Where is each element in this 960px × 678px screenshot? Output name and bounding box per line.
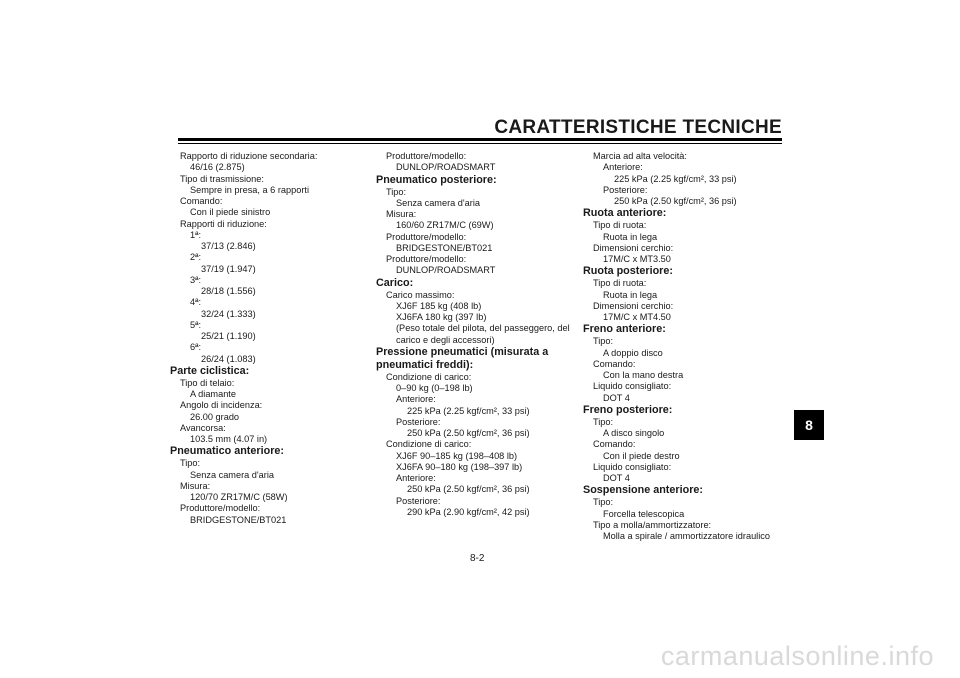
spec-label: Rapporto di riduzione secondaria:: [180, 151, 318, 161]
section-heading: Sospensione anteriore:: [583, 484, 703, 497]
section-heading: Carico:: [376, 276, 414, 289]
spec-label: Dimensioni cerchio:: [593, 242, 674, 253]
spec-column-2: [376, 151, 586, 518]
spec-value: Anteriore:: [396, 473, 436, 483]
spec-value: Con la mano destra: [603, 370, 684, 380]
spec-label: Tipo di ruota:: [593, 220, 647, 231]
spec-value: 4ª:: [190, 297, 202, 308]
spec-label: Produttore/modello:: [386, 254, 467, 264]
spec-value: 160/60 ZR17M/C (69W): [396, 220, 494, 231]
spec-value: 37/13 (2.846): [201, 241, 256, 251]
spec-value: 25/21 (1.190): [201, 331, 256, 341]
spec-value: 26.00 grado: [190, 411, 240, 422]
spec-value: A doppio disco: [603, 347, 663, 358]
spec-value: Anteriore:: [603, 162, 643, 173]
spec-label: Rapporti di riduzione:: [180, 218, 267, 229]
spec-value: 225 kPa (2.25 kgf/cm², 33 psi): [614, 173, 737, 184]
section-heading: Pneumatico anteriore:: [170, 445, 284, 458]
spec-value: 28/18 (1.556): [201, 286, 256, 296]
spec-column-3: [583, 151, 793, 542]
spec-value: Ruota in lega: [603, 231, 658, 242]
spec-value: (Peso totale del pilota, del passeggero, del carico e degli accessori): [396, 323, 570, 345]
section-heading: Freno posteriore:: [583, 403, 673, 416]
section-heading: Pneumatico posteriore:: [376, 173, 497, 186]
section-heading: Ruota posteriore:: [583, 265, 673, 278]
spec-label: Liquido consigliato:: [593, 381, 672, 392]
page-number: 8-2: [470, 553, 485, 564]
spec-label: Tipo di trasmissione:: [180, 173, 264, 184]
spec-label: Produttore/modello:: [386, 231, 467, 242]
spec-label: Misura:: [386, 209, 417, 219]
spec-label: Avancorsa:: [180, 422, 226, 433]
spec-value: 1ª:: [190, 229, 202, 240]
spec-value: 290 kPa (2.90 kgf/cm², 42 psi): [407, 506, 530, 517]
spec-value: DUNLOP/ROADSMART: [396, 265, 496, 276]
spec-value: BRIDGESTONE/BT021: [396, 242, 493, 253]
spec-value: 32/24 (1.333): [201, 308, 256, 319]
spec-value: XJ6FA 90–180 kg (198–397 lb): [396, 461, 523, 472]
spec-value: Molla a spirale / ammortizzatore idraulico: [603, 531, 770, 541]
spec-label: Tipo:: [593, 336, 614, 347]
spec-value: 2ª:: [190, 252, 202, 263]
spec-label: Tipo:: [593, 497, 614, 508]
spec-value: A diamante: [190, 389, 236, 399]
spec-column-1: [170, 151, 380, 526]
spec-value: 17M/C x MT3.50: [603, 254, 671, 264]
spec-value: Con il piede sinistro: [190, 207, 271, 218]
spec-value: 225 kPa (2.25 kgf/cm², 33 psi): [407, 405, 530, 416]
spec-value: Con il piede destro: [603, 450, 680, 461]
spec-label: Produttore/modello:: [386, 151, 467, 161]
header-rule-thick: [178, 138, 782, 141]
spec-value: Sempre in presa, a 6 rapporti: [190, 184, 309, 195]
spec-value: DOT 4: [603, 473, 630, 483]
spec-label: Dimensioni cerchio:: [593, 300, 674, 311]
spec-value: BRIDGESTONE/BT021: [190, 514, 287, 525]
spec-value: 3ª:: [190, 274, 202, 285]
section-heading: Ruota anteriore:: [583, 207, 667, 220]
spec-label: Tipo:: [180, 458, 201, 469]
spec-label: Comando:: [180, 196, 223, 206]
spec-value: Ruota in lega: [603, 289, 658, 300]
spec-value: Anteriore:: [396, 394, 436, 405]
spec-value: 250 kPa (2.50 kgf/cm², 36 psi): [614, 196, 737, 206]
page-title: CARATTERISTICHE TECNICHE: [494, 117, 782, 138]
spec-value: A disco singolo: [603, 428, 665, 438]
chapter-tab: 8: [794, 410, 824, 440]
spec-value: Posteriore:: [603, 184, 648, 195]
spec-label: Tipo a molla/ammortizzatore:: [593, 519, 712, 530]
header-rule-thin: [178, 143, 782, 144]
spec-label: Comando:: [593, 358, 636, 369]
spec-label: Liquido consigliato:: [593, 461, 672, 472]
spec-label: Condizione di carico:: [386, 371, 472, 382]
spec-value: Senza camera d'aria: [396, 197, 480, 208]
spec-label: Tipo di telaio:: [180, 377, 235, 388]
spec-value: Forcella telescopica: [603, 508, 685, 519]
spec-value: 250 kPa (2.50 kgf/cm², 36 psi): [407, 428, 530, 438]
spec-value: XJ6F 185 kg (408 lb): [396, 300, 482, 311]
spec-value: XJ6F 90–185 kg (198–408 lb): [396, 450, 518, 461]
spec-value: Senza camera d'aria: [190, 469, 274, 480]
spec-label: Tipo di ruota:: [593, 278, 647, 289]
spec-label: Carico massimo:: [386, 289, 455, 300]
spec-label: Tipo:: [386, 186, 407, 197]
section-heading: Pressione pneumatici (misurata a pneumatici freddi):: [376, 345, 549, 371]
spec-value: 17M/C x MT4.50: [603, 312, 671, 322]
spec-value: DUNLOP/ROADSMART: [396, 162, 496, 173]
spec-value: DOT 4: [603, 392, 630, 403]
section-heading: Parte ciclistica:: [170, 364, 250, 377]
spec-value: 103.5 mm (4.07 in): [190, 434, 268, 444]
spec-label: Condizione di carico:: [386, 439, 472, 450]
spec-value: 250 kPa (2.50 kgf/cm², 36 psi): [407, 484, 530, 495]
section-heading: Freno anteriore:: [583, 323, 666, 336]
spec-value: 6ª:: [190, 342, 202, 353]
spec-value: Posteriore:: [396, 495, 441, 506]
watermark: carmanualsonline.info: [660, 641, 934, 671]
spec-value: 46/16 (2.875): [190, 162, 245, 173]
spec-label: Produttore/modello:: [180, 503, 261, 514]
spec-value: Posteriore:: [396, 416, 441, 427]
spec-value: XJ6FA 180 kg (397 lb): [396, 312, 487, 322]
spec-value: 5ª:: [190, 319, 202, 330]
spec-value: 120/70 ZR17M/C (58W): [190, 492, 288, 502]
spec-label: Comando:: [593, 439, 636, 450]
spec-value: 26/24 (1.083): [201, 353, 256, 364]
spec-value: 37/19 (1.947): [201, 263, 256, 274]
spec-value: 0–90 kg (0–198 lb): [396, 383, 473, 393]
spec-label: Misura:: [180, 480, 211, 491]
spec-label: Marcia ad alta velocità:: [593, 151, 687, 161]
spec-label: Angolo di incidenza:: [180, 400, 263, 411]
spec-label: Tipo:: [593, 416, 614, 427]
